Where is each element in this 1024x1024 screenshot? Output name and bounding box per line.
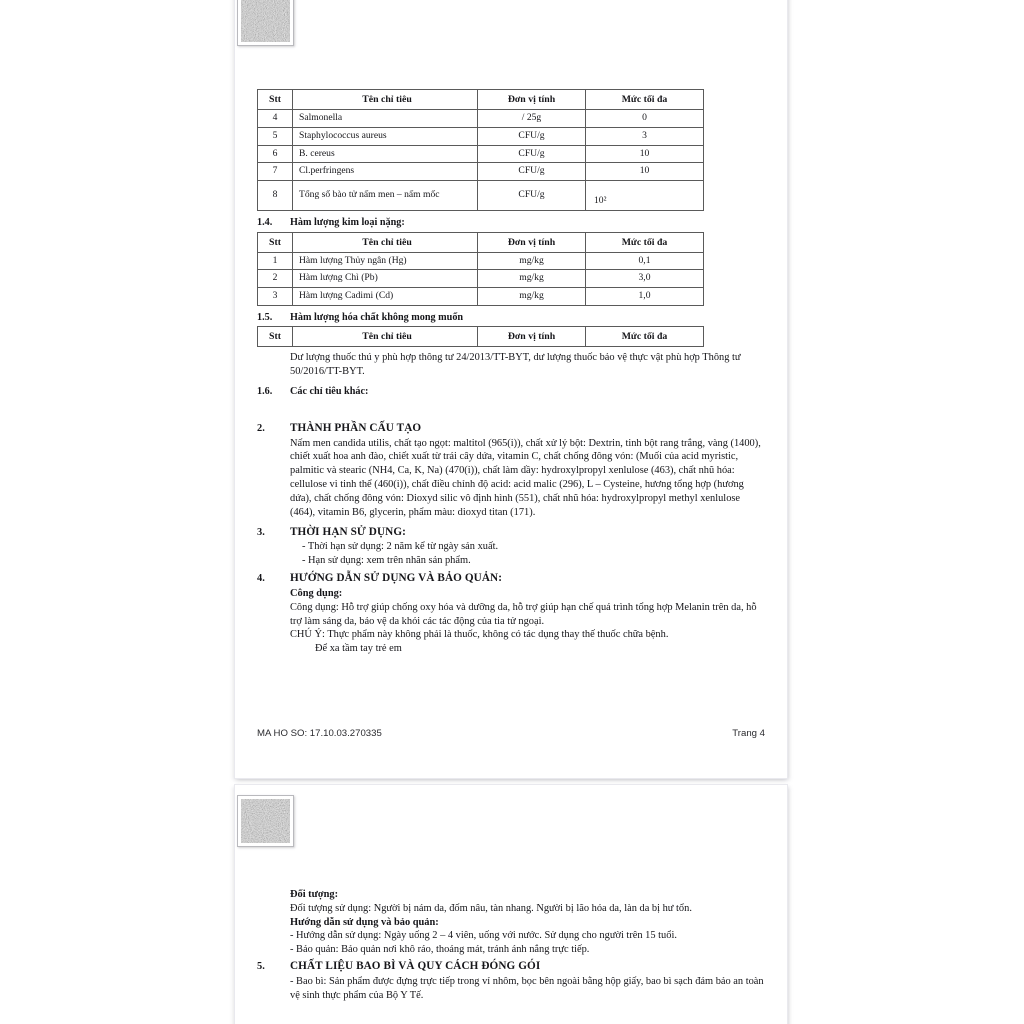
target-paragraph: Đối tượng sử dụng: Người bị nám da, đốm nâu, tàn nhang. Người bị lão hóa da, làn da bị hư tổn.	[290, 902, 692, 914]
cell-unit: CFU/g	[478, 145, 586, 163]
cell-max: 10	[586, 163, 704, 181]
qr-stamp-image	[237, 795, 294, 847]
col-header-max: Mức tối đa	[586, 232, 704, 252]
cell-name: Staphylococcus aureus	[293, 127, 478, 145]
section-number: 1.4.	[257, 217, 273, 229]
table-row	[258, 181, 704, 211]
section-heading-3	[257, 525, 765, 540]
target-label: Đối tượng:	[290, 889, 339, 900]
cell-max: 0	[586, 110, 704, 128]
qr-stamp-noise-icon	[241, 799, 290, 843]
page-1-content	[257, 89, 765, 656]
cell-max: 0,1	[586, 252, 704, 270]
col-header-unit: Đơn vị tính	[478, 232, 586, 252]
section-title: Các chỉ tiêu khác:	[290, 386, 369, 398]
section-number: 1.6.	[257, 386, 273, 398]
col-header-max: Mức tối đa	[586, 327, 704, 347]
section-title: CHẤT LIỆU BAO BÌ VÀ QUY CÁCH ĐÓNG GÓI	[290, 960, 541, 973]
footer-page-number: Trang 4	[732, 728, 765, 739]
col-header-max: Mức tối đa	[586, 90, 704, 110]
cell-name: Hàm lượng Chì (Pb)	[293, 270, 478, 288]
residue-note-paragraph: Dư lượng thuốc thú y phù hợp thông tư 24/2013/TT-BYT, dư lượng thuốc bảo vệ thực vật phù hợp Thông tư 50/2016/TT-BYT.	[290, 352, 741, 378]
section-number: 4.	[257, 573, 265, 585]
cell-unit: CFU/g	[478, 181, 586, 211]
table-header-row	[258, 327, 704, 347]
page-1-footer	[257, 728, 765, 739]
section-heading-1-6	[257, 385, 765, 399]
cell-name: Tổng số bào tử nấm men – nấm mốc	[293, 181, 478, 211]
col-header-stt: Stt	[258, 327, 293, 347]
section-title: Hàm lượng kim loại nặng:	[290, 217, 405, 229]
heavy-metals-table	[257, 232, 704, 306]
table-row	[258, 270, 704, 288]
col-header-unit: Đơn vị tính	[478, 90, 586, 110]
document-page-2[interactable]	[235, 785, 787, 1024]
section-title: HƯỚNG DẪN SỬ DỤNG VÀ BẢO QUẢN:	[290, 572, 503, 585]
section-heading-4	[257, 571, 765, 586]
cell-max-value: 10²	[594, 195, 607, 207]
cell-name: Hàm lượng Cadimi (Cd)	[293, 288, 478, 306]
section-number: 2.	[257, 422, 265, 434]
usage-paragraph: Công dụng: Hỗ trợ giúp chống oxy hóa và dưỡng da, hỗ trợ giúp hạn chế quá trình tổng hợp Melanin trên da, hỗ trợ làm sáng da, bảo vệ da khỏi các tác động của tia tử ngoại.	[290, 601, 757, 627]
cell-stt: 1	[258, 252, 293, 270]
cell-max: 10	[586, 145, 704, 163]
cell-unit: mg/kg	[478, 252, 586, 270]
section-title: Hàm lượng hóa chất không mong muốn	[290, 311, 464, 323]
cell-name: B. cereus	[293, 145, 478, 163]
cell-unit: mg/kg	[478, 270, 586, 288]
cell-stt: 2	[258, 270, 293, 288]
cell-unit: CFU/g	[478, 127, 586, 145]
cell-stt: 5	[258, 127, 293, 145]
document-page-1[interactable]	[235, 0, 787, 778]
cell-name: Hàm lượng Thủy ngân (Hg)	[293, 252, 478, 270]
table-row	[258, 288, 704, 306]
warning-paragraph: CHÚ Ý: Thực phẩm này không phải là thuốc, không có tác dụng thay thế thuốc chữa bệnh.	[290, 629, 669, 641]
col-header-name: Tên chỉ tiêu	[293, 90, 478, 110]
col-header-name: Tên chỉ tiêu	[293, 232, 478, 252]
col-header-stt: Stt	[258, 90, 293, 110]
table-header-row	[258, 232, 704, 252]
table-row	[258, 110, 704, 128]
section-title: THÀNH PHẦN CẤU TẠO	[290, 421, 422, 434]
cell-stt: 7	[258, 163, 293, 181]
section-title: THỜI HẠN SỬ DỤNG:	[290, 525, 406, 538]
cell-max	[586, 181, 704, 211]
qr-stamp-noise-icon	[241, 0, 290, 42]
col-header-unit: Đơn vị tính	[478, 327, 586, 347]
cell-name: Salmonella	[293, 110, 478, 128]
section-heading-5	[257, 959, 765, 974]
cell-unit: CFU/g	[478, 163, 586, 181]
page-2-content	[257, 888, 765, 1003]
packaging-paragraph: - Bao bì: Sản phẩm được đựng trực tiếp trong vỉ nhôm, bọc bên ngoài bằng hộp giấy, bao bì sạch đảm bảo an toàn vệ sinh thực phẩm của Bộ Y Tế.	[290, 976, 764, 1001]
col-header-name: Tên chỉ tiêu	[293, 327, 478, 347]
table-row	[258, 252, 704, 270]
guide-paragraph: - Hướng dẫn sử dụng: Ngày uống 2 – 4 viên, uống với nước. Sử dụng cho người trên 15 tuổi.	[290, 930, 677, 942]
cell-max: 1,0	[586, 288, 704, 306]
ingredients-paragraph: Nấm men candida utilis, chất tạo ngọt: maltitol (965(i)), chất xử lý bột: Dextrin, tinh bột rang trắng, vàng (1400), chiết xuất hoa anh đào, chiết xuất từ trái cây dứa, vitamin C, chất chống đông vón: (Muối của acid myristic, palmitic và stearic (NH4, Ca, K, Na) (470(i)), chất làm dầy: hydroxylpropyl xenlulose (463), chất nhũ hóa: cellulose vi tinh thể (460(i)), chất điều chỉnh độ acid: acid malic (296), L – Cysteine, hương tổng hợp (hương dứa), chất chống đông vón: Dioxyd silic vô định hình (551), chất nhũ hóa: hydroxylpropyl methyl xenlulose (464), vitamin B6, glycerin, phẩm màu: dioxyd titan (171).	[290, 437, 761, 518]
qr-stamp-image	[237, 0, 294, 46]
cell-stt: 6	[258, 145, 293, 163]
unwanted-chemicals-table	[257, 326, 704, 347]
guide-label: Hướng dẫn sử dụng và bảo quản:	[290, 916, 439, 928]
cell-unit: mg/kg	[478, 288, 586, 306]
usage-label: Công dụng:	[290, 587, 343, 599]
table-row	[258, 127, 704, 145]
section-heading-2	[257, 421, 765, 436]
footer-file-number: MA HO SO: 17.10.03.270335	[257, 728, 382, 739]
section-number: 5.	[257, 961, 265, 973]
shelf-life-line-2: - Hạn sử dụng: xem trên nhãn sản phẩm.	[302, 555, 471, 567]
shelf-life-line-1: - Thời hạn sử dụng: 2 năm kể từ ngày sản xuất.	[302, 541, 499, 553]
cell-stt: 8	[258, 181, 293, 211]
cell-max: 3	[586, 127, 704, 145]
section-heading-1-5	[257, 311, 765, 325]
keep-away-paragraph: Để xa tầm tay trẻ em	[315, 643, 402, 655]
table-header-row	[258, 90, 704, 110]
microbiology-limits-table	[257, 89, 704, 211]
table-row	[258, 145, 704, 163]
cell-stt: 3	[258, 288, 293, 306]
cell-max: 3,0	[586, 270, 704, 288]
section-number: 3.	[257, 526, 265, 538]
section-heading-1-4	[257, 216, 765, 230]
cell-stt: 4	[258, 110, 293, 128]
table-row	[258, 163, 704, 181]
storage-paragraph: - Bảo quản: Bảo quản nơi khô ráo, thoáng mát, tránh ánh nắng trực tiếp.	[290, 944, 590, 956]
section-number: 1.5.	[257, 311, 273, 323]
cell-unit: / 25g	[478, 110, 586, 128]
cell-name: Cl.perfringens	[293, 163, 478, 181]
col-header-stt: Stt	[258, 232, 293, 252]
